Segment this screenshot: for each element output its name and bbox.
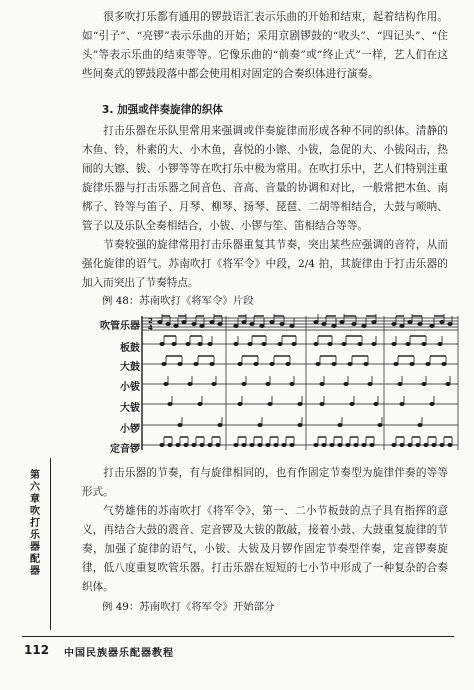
note-head [440,443,444,446]
note-head [392,443,396,446]
note-head [392,342,396,345]
note-head [178,423,182,426]
note-head [344,382,348,385]
note-head [418,423,422,426]
note-head [316,362,320,365]
note-head [250,443,254,446]
note-head [188,382,192,385]
note-head [330,443,334,446]
note-head [438,342,442,345]
note-head [338,443,342,446]
note-head [270,362,274,365]
note-head [238,362,242,365]
instrument-label: 小钹 [120,382,140,393]
note-head [298,423,302,426]
note-head [408,443,412,446]
note-head [422,342,426,345]
note-head [292,342,296,345]
note-head [426,362,430,365]
note-head [270,320,274,323]
note-head [400,443,404,446]
note-head [166,322,170,325]
note-head [362,443,366,446]
note-head [242,443,246,446]
note-head [200,324,204,327]
note-head [290,324,294,327]
note-head [332,324,336,327]
note-head [342,342,346,345]
note-head [238,402,242,405]
svg-text:4: 4 [148,324,153,332]
note-head [322,322,326,325]
note-head [352,322,356,325]
note-head [398,382,402,385]
note-head [354,443,358,446]
note-head [158,320,162,323]
note-head [364,362,368,365]
note-head [286,362,290,365]
note-head [400,402,404,405]
instrument-label: 小锣 [120,424,140,435]
note-head [192,443,196,446]
note-head [164,382,168,385]
note-head [234,324,238,327]
note-head [392,322,396,325]
paragraph-jiangjunling: 气势雄伟的苏南吹打《将军令》，第一、二小节板鼓的点子具有指挥的意义，再结合大鼓的震音、定音锣及大钹的散敲，接着小鼓、大鼓重复旋律的节奏，加强了旋律的语气，小钹、大钹及月锣作固定节奏型伴奏，定音锣奏旋律，低八度重复吹管乐器。打击乐器在短短的七小节中形成了一种复杂的合奏织体。 [82,505,448,593]
note-head [242,320,246,323]
note-head [322,443,326,446]
note-head [348,362,352,365]
note-head [194,362,198,365]
note-head [248,342,252,345]
note-head [278,342,282,345]
instrument-label: 吹管乐器 [100,321,140,332]
note-head [172,342,176,345]
music-score [140,312,462,456]
note-head [314,443,318,446]
note-head [378,423,382,426]
note-head [340,320,344,323]
instrument-label: 定音锣 [110,444,140,455]
note-head [290,382,294,385]
note-head [208,443,212,446]
note-head [424,443,428,446]
note-head [280,322,284,325]
note-head [418,322,422,325]
note-head [362,324,366,327]
note-head [298,402,302,405]
note-head [410,362,414,365]
example-48-caption: 例 48：苏南吹打《将军令》片段 [102,295,254,307]
note-head [178,362,182,365]
note-head [448,322,452,325]
footer-divider [22,636,454,637]
note-head [242,382,246,385]
note-head [314,320,318,323]
section-heading: 3. 加强或伴奏旋律的织体 [102,104,224,116]
note-head [416,443,420,446]
note-head [332,362,336,365]
paragraph-rhythm-forms: 打击乐器的节奏，有与旋律相同的，也有作固定节奏型为旋律伴奏的等等形式。 [82,467,448,498]
note-head [250,322,254,325]
example-49-caption: 例 49：苏南吹打《将军令》开始部分 [102,601,275,613]
note-head [368,382,372,385]
note-head [218,423,222,426]
note-head [174,324,178,327]
note-head [372,320,376,323]
note-head [266,443,270,446]
note-head [208,342,212,345]
note-head [198,342,202,345]
note-head [182,320,186,323]
note-head [160,342,164,345]
note-head [168,402,172,405]
note-head [234,443,238,446]
note-head [346,443,350,446]
note-head [192,322,196,325]
paragraph-structural-gongs: 很多吹打乐都有通用的锣鼓语汇表示乐曲的开始和结束，起着结构作用。如“引子”、“亮锣”表示乐曲的开始；采用京剧锣鼓的“收头”、“四记头”、“住头”等表示乐曲的结束等等。它像乐曲的“前奏”或“终止式”一样，艺人们在这些间奏式的锣鼓段落中都会使用相对固定的合奏织体进行演奏。 [82,11,448,80]
note-head [430,324,434,327]
note-head [422,382,426,385]
note-head [358,342,362,345]
note-head [176,443,180,446]
note-head [338,423,342,426]
note-head [184,443,188,446]
note-head [328,342,332,345]
note-head [440,320,444,323]
note-head [370,443,374,446]
note-head [446,382,450,385]
note-head [290,443,294,446]
note-head [168,443,172,446]
note-head [210,362,214,365]
note-head [260,324,264,327]
paragraph-rhythm-repetition: 节奏较强的旋律常用打击乐器重复其节奏，突出某些应强调的音符，从而强化旋律的语气。苏南吹打《将军令》中段，2/4 拍，其旋律由于打击乐器的加入而突出了节奏特点。 [82,239,448,289]
book-title: 中国民族器乐配器教程 [64,648,174,659]
note-head [374,402,378,405]
note-head [262,342,266,345]
note-head [320,402,324,405]
note-head [162,362,166,365]
note-head [442,362,446,365]
note-head [200,443,204,446]
note-head [394,362,398,365]
note-head [274,443,278,446]
note-head [448,443,452,446]
instrument-label: 板鼓 [120,343,140,354]
note-head [160,443,164,446]
note-head [210,320,214,323]
note-head [254,362,258,365]
note-head [408,320,412,323]
note-head [216,443,220,446]
paragraph-texture-types: 打击乐器在乐队里常用来强调或伴奏旋律而形成各种不同的织体。清静的木鱼、铃，朴素的大、小木鱼，喜悦的小镲、小钹，急促的大、小钹闷击，热闹的大镲、钹、小锣等等在吹打乐中极为常用。在吹打乐中，艺人们特别注重旋律乐器与打击乐器之间音色、音高、音量的协调和对比，一般常把木鱼、南梆子、铃等与笛子、月琴、柳琴、扬琴、琵琶、二胡等相结合，大鼓与唢呐、管子以及乐队全奏相结合，小钹、小锣与笙、笛相结合等等。 [82,125,448,232]
note-head [432,443,436,446]
instrument-label: 大钹 [120,403,140,414]
page-number: 112 [24,643,50,657]
note-head [400,324,404,327]
side-rail-divider [50,458,51,630]
note-head [350,402,354,405]
instrument-label: 大鼓 [120,362,140,373]
note-head [320,382,324,385]
note-head [268,402,272,405]
svg-text:2: 2 [148,317,153,325]
note-head [218,322,222,325]
note-head [282,443,286,446]
note-head [198,402,202,405]
note-head [186,342,190,345]
note-head [314,342,318,345]
chapter-side-title: 第六章 吹打乐器配器 [30,470,40,577]
note-head [266,382,270,385]
note-head [258,423,262,426]
note-head [258,443,262,446]
note-head [372,342,376,345]
note-head [430,402,434,405]
note-head [234,342,238,345]
note-head [212,382,216,385]
note-head [406,342,410,345]
